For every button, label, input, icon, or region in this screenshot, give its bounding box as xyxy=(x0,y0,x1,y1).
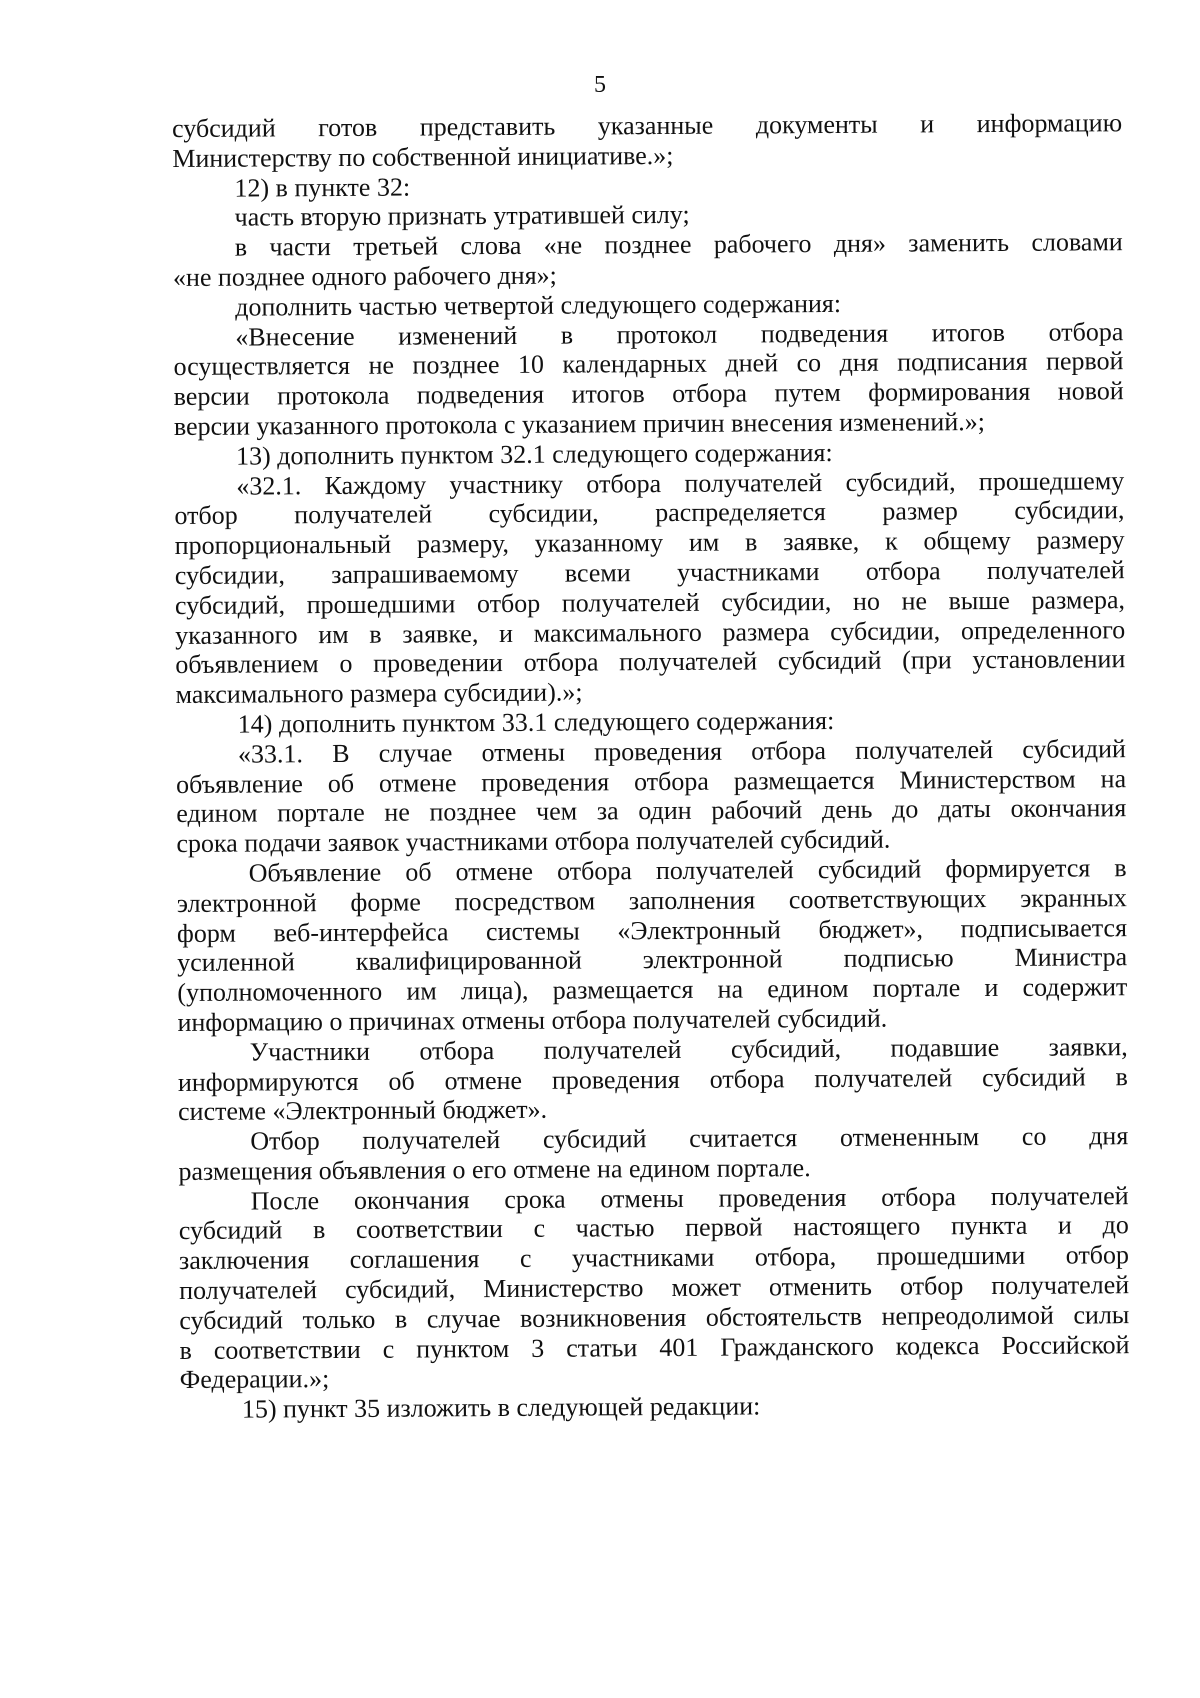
text-line: 14) дополнить пунктом 33.1 следующего содержания: xyxy=(237,705,835,739)
text-line: субсидий в соответствии с частью первой настоящего пункта и до xyxy=(178,1210,1129,1246)
text-line: Отбор получателей субсидий считается отмененным со дня xyxy=(250,1121,1129,1156)
text-line: «не позднее одного рабочего дня»; xyxy=(172,260,557,292)
text-line: объявлением о проведении отбора получателей субсидий (при установлении xyxy=(175,644,1126,680)
text-line: информацию о причинах отмены отбора получателей субсидий. xyxy=(177,1003,888,1037)
text-line: получателей субсидий, Министерство может отменить отбор получателей xyxy=(179,1270,1130,1306)
text-line: усиленной квалифицированной электронной подписью Министра xyxy=(177,942,1128,978)
text-line: пропорциональный размеру, указанному им в заявке, к общему размеру xyxy=(174,525,1125,561)
text-line: дополнить частью четвертой следующего содержания: xyxy=(235,288,842,322)
text-line: субсидий только в случае возникновения обстоятельств непреодолимой силы xyxy=(179,1300,1130,1335)
text-line: 15) пункт 35 изложить в следующей редакции: xyxy=(241,1391,761,1424)
text-line: часть вторую признать утратившей силу; xyxy=(234,200,690,233)
text-line: максимального размера субсидии).»; xyxy=(175,677,583,710)
text-line: «Внесение изменений в протокол подведения итогов отбора xyxy=(235,316,1124,352)
text-line: субсидий, прошедшими отбор получателей субсидии, но не выше размера, xyxy=(174,584,1126,620)
document-body xyxy=(172,108,1130,1425)
text-line: объявление об отмене проведения отбора размещается Министерством на xyxy=(176,763,1127,799)
page-number: 5 xyxy=(594,72,606,98)
text-line: субсидии, запрашиваемому всеми участниками отбора получателей xyxy=(174,555,1125,590)
text-line: версии указанного протокола с указанием причин внесения изменений.»; xyxy=(173,407,985,441)
text-line: (уполномоченного им лица), размещается на едином портале и содержит xyxy=(177,972,1128,1008)
text-line: «32.1. Каждому участнику отбора получателей субсидий, прошедшему xyxy=(236,465,1125,501)
text-line: размещения объявления о его отмене на едином портале. xyxy=(178,1153,811,1186)
text-line: 12) в пункте 32: xyxy=(234,172,411,203)
text-line: Объявление об отмене отбора получателей субсидий формируется в xyxy=(248,853,1127,888)
text-line: После окончания срока отмены проведения отбора получателей xyxy=(250,1180,1129,1216)
text-line: срока подачи заявок участниками отбора получателей субсидий. xyxy=(176,824,891,859)
text-line: субсидий готов представить указанные документы и информацию xyxy=(172,108,1123,143)
text-line: едином портале не позднее чем за один рабочий день до даты окончания xyxy=(176,793,1127,829)
text-line: форм веб-интерфейса системы «Электронный бюджет», подписывается xyxy=(176,912,1128,948)
text-line: в части третьей слова «не позднее рабочего дня» заменить словами xyxy=(234,227,1123,262)
text-line: осуществляется не позднее 10 календарных дней со дня подписания первой xyxy=(173,346,1124,382)
text-line: системе «Электронный бюджет». xyxy=(178,1095,548,1127)
text-line: 13) дополнить пунктом 32.1 следующего содержания: xyxy=(236,437,833,471)
text-line: в соответствии с пунктом 3 статьи 401 Гражданского кодекса Российской xyxy=(179,1329,1130,1365)
text-line: «33.1. В случае отмены проведения отбора получателей субсидий xyxy=(237,733,1126,769)
text-line: Федерации.»; xyxy=(179,1364,330,1395)
text-line: Министерству по собственной инициативе.»; xyxy=(172,140,674,173)
text-line: версии протокола подведения итогов отбора путем формирования новой xyxy=(173,376,1124,412)
text-line: заключения соглашения с участниками отбора, прошедшими отбор xyxy=(178,1240,1130,1276)
text-line: отбор получателей субсидии, распределяется размер субсидии, xyxy=(174,495,1125,531)
text-line: Участники отбора получателей субсидий, подавшие заявки, xyxy=(249,1031,1128,1067)
text-line: указанного им в заявке, и максимального размера субсидии, определенного xyxy=(175,614,1126,650)
text-line: электронной форме посредством заполнения соответствующих экранных xyxy=(176,882,1127,918)
text-line: информируются об отмене проведения отбора получателей субсидий в xyxy=(177,1061,1128,1097)
